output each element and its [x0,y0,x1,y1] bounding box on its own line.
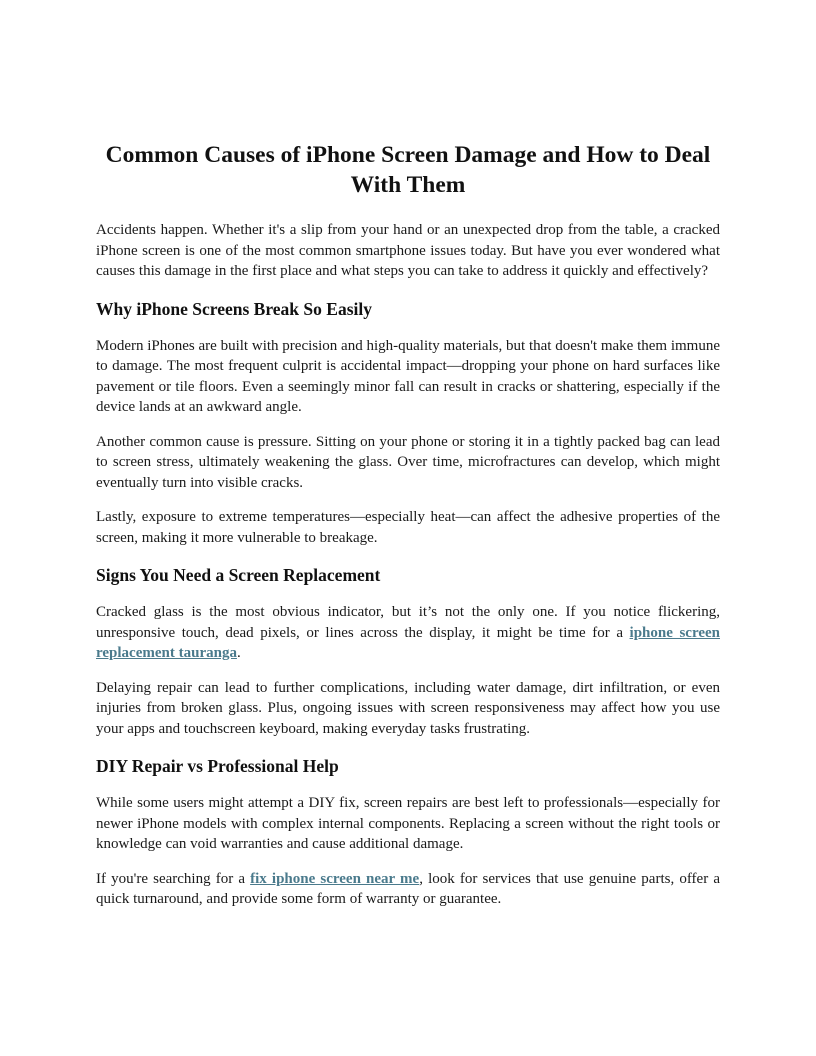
fix-iphone-screen-link[interactable]: fix iphone screen near me [250,870,420,887]
paragraph: Modern iPhones are built with precision and high-quality materials, but that doesn't make them immune to damage. The most frequent culprit is accidental impact—dropping your phone on hard surfaces like pavement or tile floors. Even a seemingly minor fall can result in cracks or shattering, especially if the device lands at an awkward angle. [96,337,720,415]
section-heading-why-screens-break: Why iPhone Screens Break So Easily [96,298,372,319]
paragraph: Lastly, exposure to extreme temperatures—especially heat—can affect the adhesive properties of the screen, making it more vulnerable to breakage. [96,509,720,546]
paragraph: While some users might attempt a DIY fix, screen repairs are best left to professionals—especially for newer iPhone models with complex internal components. Replacing a screen without the right tools or knowledge can void warranties and cause additional damage. [96,795,720,852]
paragraph-text: Cracked glass is the most obvious indicator, but it’s not the only one. If you notice flickering, unresponsive touch, dead pixels, or lines across the display, it might be time for a [96,604,720,641]
section-heading-signs-replacement: Signs You Need a Screen Replacement [96,565,381,585]
paragraph: Delaying repair can lead to further complications, including water damage, dirt infiltration, or even injuries from broken glass. Plus, ongoing issues with screen responsiveness may affect how you use your apps and touchscreen keyboard, making everyday tasks frustrating. [96,679,720,737]
iphone-screen-replacement-link[interactable]: iphone screen replacement tauranga [96,624,720,661]
paragraph: Another common cause is pressure. Sitting on your phone or storing it in a tightly packed bag can lead to screen stress, ultimately weakening the glass. Over time, microfractures can develop, which might eventually turn into visible cracks. [96,433,720,491]
page-title: Common Causes of iPhone Screen Damage and How to Deal With Them [105,142,711,198]
paragraph [96,602,720,664]
paragraph [96,869,720,910]
intro-paragraph: Accidents happen. Whether it's a slip from your hand or an unexpected drop from the table, a cracked iPhone screen is one of the most common smartphone issues today. But have you ever wondered what causes this damage in the first place and what steps you can take to address it quickly and effectively? [96,222,720,279]
paragraph-text: If you're searching for a [96,870,251,887]
paragraph-text: , look for services that use genuine parts, offer a quick turnaround, and provide some form of warranty or guarantee. [96,870,720,907]
section-heading-diy-vs-professional: DIY Repair vs Professional Help [96,756,339,776]
paragraph-text: . [236,645,241,661]
document-page [96,140,720,924]
